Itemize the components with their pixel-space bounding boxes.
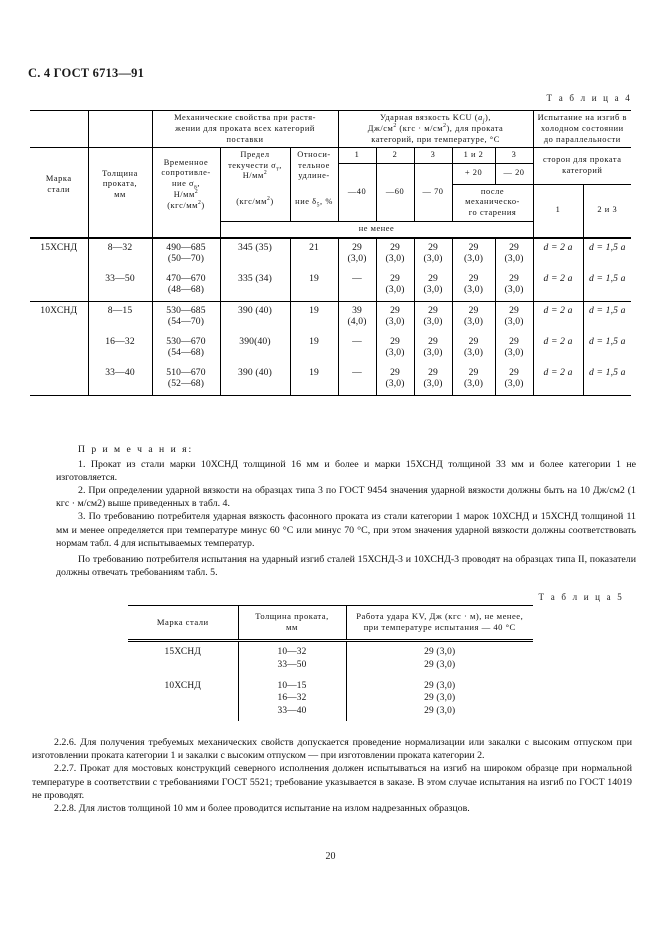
- cell-yield: 335 (34): [220, 270, 290, 302]
- cell-yield: 390(40): [220, 333, 290, 364]
- cell-grade: 15ХСНД: [30, 238, 88, 270]
- cell-yield: 390 (40): [220, 301, 290, 333]
- th-kcu-cat-1and2: 1 и 2: [452, 148, 495, 163]
- th-steel-grade: [30, 111, 88, 148]
- cell-elong: 19: [290, 301, 338, 333]
- cell-bend1: d = 2 a: [533, 301, 583, 333]
- cell-kcu3: 29 (3,0): [414, 364, 452, 396]
- cell5-thickness: 10—32 33—50: [238, 641, 346, 676]
- clause-2-2-8: 2.2.8. Для листов толщиной 10 мм и более проводится испытание на излом надрезанных образцов.: [54, 802, 470, 814]
- table5-caption: Т а б л и ц а 5: [538, 592, 624, 602]
- cell-thickness: 16—32: [88, 333, 152, 364]
- cell-grade: [30, 364, 88, 396]
- th5-thickness: Толщина проката, мм: [238, 606, 346, 641]
- th-kcu-cat-3: 3: [414, 148, 452, 163]
- th-after-aging: после механическо- го старения: [452, 184, 533, 221]
- cell-kcu3b: 29 (3,0): [495, 301, 533, 333]
- th-bend-cat-1: 1: [555, 205, 561, 215]
- cell-kcu1: —: [352, 335, 362, 347]
- cell-kcu1: —: [352, 272, 362, 284]
- th-spacer-tensile: [152, 221, 220, 237]
- cell-bend1: d = 2 a: [533, 364, 583, 396]
- cell5-values: 29 (3,0) 29 (3,0): [346, 641, 533, 676]
- th-kcu-cat-1: 1: [338, 148, 376, 163]
- th-thickness-label: Толщина проката, мм: [88, 148, 152, 222]
- clauses-block: [32, 736, 632, 815]
- clause-2-2-6: 2.2.6. Для получения требуемых механических свойств допускается проведение нормализации или закалки с высоким отпуском при изготовлении проката категории 1 и закалки с высоким отпуском — при изготовлении проката категории 2.: [32, 737, 632, 762]
- table5-body: [128, 641, 533, 721]
- table-row: [128, 676, 533, 722]
- cell-thickness: 8—32: [88, 238, 152, 270]
- cell-elong: 19: [290, 364, 338, 396]
- th-bend-group: Испытание на изгиб в холодном состоянии до параллельности: [533, 111, 631, 148]
- table-impact-work: [128, 605, 533, 721]
- th-kcu-cat-3b: 3: [495, 148, 533, 163]
- consumer-paragraph-block: [56, 553, 636, 579]
- th-bend-group-label: сторон для проката категорий: [533, 148, 631, 184]
- th5-grade: Марка стали: [128, 606, 238, 641]
- table-row: [30, 301, 631, 333]
- cell5-grade: 15ХСНД: [164, 647, 201, 658]
- th-not-less: не менее: [220, 221, 533, 237]
- th-temp-plus20: + 20: [452, 163, 495, 184]
- cell-kcu12: 29 (3,0): [452, 270, 495, 302]
- cell-kcu1: —: [338, 364, 376, 396]
- notes-title: П р и м е ч а н и я:: [78, 444, 194, 455]
- cell-kcu2: 29 (3,0): [376, 333, 414, 364]
- cell-kcu2: 29 (3,0): [376, 364, 414, 396]
- cell-kcu12: 29 (3,0): [452, 333, 495, 364]
- th5-work: Работа удара KV, Дж (кгс · м), не менее, при температуре испытания — 40 °С: [346, 606, 533, 641]
- th-temp-minus20: — 20: [495, 163, 533, 184]
- th-elongation-b: ние $\delta_5$, %: [290, 184, 338, 221]
- table-mechanical-properties: [30, 110, 631, 396]
- cell-tensile: 530—670 (54—68): [152, 333, 220, 364]
- cell-kcu3: 29 (3,0): [414, 301, 452, 333]
- th-spacer-thickness: [88, 221, 152, 237]
- cell-kcu1: 29 (3,0): [338, 238, 376, 270]
- cell-bend23: d = 1,5 a: [583, 270, 631, 302]
- th-temp-minus60: —60: [376, 163, 414, 221]
- cell-yield: 390 (40): [220, 364, 290, 396]
- cell-kcu1: 39 (4,0): [338, 301, 376, 333]
- note-item-2: 2. При определении ударной вязкости на образцах типа 3 по ГОСТ 9454 значения ударной вязкости должны быть на 10 Дж/см2 (1 кгс · м/см2) выше приведенных в табл. 4.: [56, 485, 636, 510]
- cell-yield: 345 (35): [220, 238, 290, 270]
- cell-kcu2: 29 (3,0): [376, 270, 414, 302]
- table5-header: [128, 606, 533, 641]
- cell-kcu12: 29 (3,0): [452, 364, 495, 396]
- cell-kcu3: 29 (3,0): [414, 333, 452, 364]
- th-thickness: [88, 111, 152, 148]
- cell-thickness: 8—15: [88, 301, 152, 333]
- table-row: [30, 333, 631, 364]
- note-item-1: 1. Прокат из стали марки 10ХСНД толщиной 16 мм и более и марки 15ХСНД толщиной 33 мм и более категории 1 не изготовляется.: [56, 458, 636, 483]
- th-temp-minus70: — 70: [414, 163, 452, 221]
- table-row: [30, 238, 631, 270]
- cell-kcu3: 29 (3,0): [414, 270, 452, 302]
- table-row: [30, 270, 631, 302]
- th-mech-group: Механические свойства при растя- жении для проката всех категорий поставки: [152, 111, 338, 148]
- th-kcu-cat-2: 2: [376, 148, 414, 163]
- th-yield-strength: Предел текучести $\sigma_т$, $Н/мм^2$: [220, 148, 290, 184]
- cell-grade: 10ХСНД: [30, 301, 88, 333]
- cell-kcu3b: 29 (3,0): [495, 238, 533, 270]
- cell-bend23: d = 1,5 a: [583, 301, 631, 333]
- cell-kcu2: 29 (3,0): [376, 301, 414, 333]
- cell5-grade: 10ХСНД: [164, 680, 201, 691]
- cell-thickness: 33—40: [88, 364, 152, 396]
- cell-kcu2: 29 (3,0): [376, 238, 414, 270]
- cell-grade: [30, 270, 88, 302]
- cell-tensile: 530—685 (54—70): [152, 301, 220, 333]
- consumer-paragraph: По требованию потребителя испытания на ударный изгиб сталей 15ХСНД-3 и 10ХСНД-3 проводят на образцах типа II, показатели должны отвечать требованиям табл. 5.: [56, 554, 636, 579]
- cell-grade: [30, 333, 88, 364]
- cell-bend1: d = 2 a: [543, 272, 573, 284]
- cell-thickness: 33—50: [88, 270, 152, 302]
- cell-bend1: d = 2 a: [543, 335, 573, 347]
- th-yield-strength-b: $(кгс/мм^2)$: [220, 184, 290, 221]
- cell-kcu12: 29 (3,0): [452, 238, 495, 270]
- th-tensile-strength: Временное сопротивле- ние $\sigma_в$, $Н/мм^2$ $(кгс/мм^2)$: [152, 148, 220, 222]
- table-row: [30, 364, 631, 396]
- running-head: С. 4 ГОСТ 6713—91: [28, 66, 145, 80]
- note-item-3: 3. По требованию потребителя ударная вязкость фасонного проката из стали категории 1 марок 10ХСНД и 15ХСНД толщиной 11 мм и менее определяется при температуре минус 60 °C или минус 70 °C, при этом значения ударной вязкости должны соответствовать нормам табл. 4 для испытываемых температур.: [56, 511, 636, 549]
- th-kcu-group: Ударная вязкость KCU $(a_j)$, $Дж/см^2$ $(кгс \cdot м/см^2)$, для проката категорий, при температуре, °С: [338, 111, 533, 148]
- table4-caption: Т а б л и ц а 4: [546, 93, 632, 103]
- notes-block: [56, 444, 636, 550]
- cell-bend1: d = 2 a: [533, 238, 583, 270]
- clause-2-2-7: 2.2.7. Прокат для мостовых конструкций северного исполнения должен испытываться на изгиб на широком образце при нормальной температуре в соответствии с требованиями ГОСТ 5521; требование указывается в заказе. В этом случае испытания на изгиб по ГОСТ 14019 не проводят.: [32, 763, 632, 801]
- table4-body: [30, 238, 631, 396]
- table4-header: [30, 111, 631, 238]
- cell5-thickness: 10—15 16—32 33—40: [238, 676, 346, 722]
- th-steel-grade-label: Марка стали: [45, 174, 72, 194]
- cell-elong: 19: [290, 270, 338, 302]
- cell-kcu3b: 29 (3,0): [495, 270, 533, 302]
- cell-tensile: 490—685 (50—70): [152, 238, 220, 270]
- cell-kcu12: 29 (3,0): [452, 301, 495, 333]
- cell-kcu3b: 29 (3,0): [495, 364, 533, 396]
- th-temp-minus40: —40: [347, 186, 367, 196]
- cell-elong: 19: [290, 333, 338, 364]
- th-spacer-grade: [30, 221, 88, 237]
- th-elongation: Относи- тельное удлине-: [290, 148, 338, 184]
- cell-tensile: 470—670 (48—68): [152, 270, 220, 302]
- cell-kcu3: 29 (3,0): [414, 238, 452, 270]
- page-number: 20: [325, 851, 336, 862]
- cell-kcu3b: 29 (3,0): [495, 333, 533, 364]
- cell-bend23: d = 1,5 a: [583, 364, 631, 396]
- th-bend-cat-2and3: 2 и 3: [583, 184, 631, 238]
- table-row: [128, 641, 533, 676]
- cell-tensile: 510—670 (52—68): [152, 364, 220, 396]
- cell-bend23: d = 1,5 a: [583, 333, 631, 364]
- cell5-values: 29 (3,0) 29 (3,0) 29 (3,0): [346, 676, 533, 722]
- cell-bend23: d = 1,5 a: [583, 238, 631, 270]
- cell-elong: 21: [290, 238, 338, 270]
